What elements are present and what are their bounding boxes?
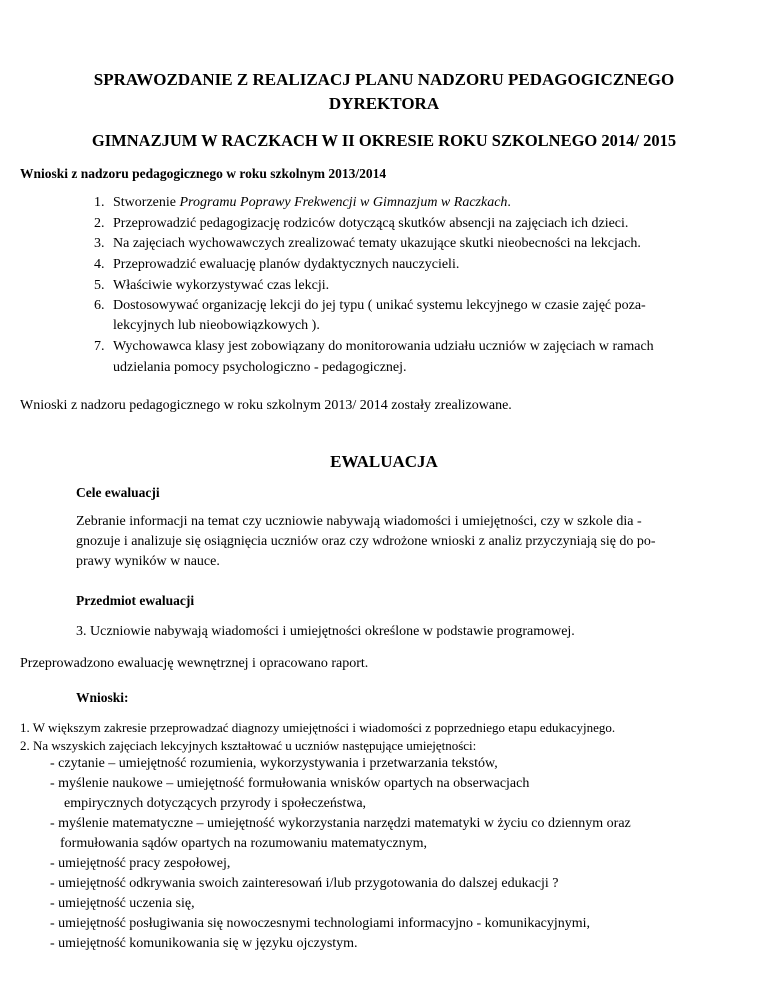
list-item-text: Przeprowadzić pedagogizację rodziców dotyczącą skutków absencji na zajęciach ich dzieci. — [113, 216, 629, 231]
list-item-text: Stworzenie — [113, 195, 180, 210]
skill-item: - umiejętność odkrywania swoich zainteresowań i/lub przygotowania do dalszej edukacji ? — [50, 876, 559, 891]
list-item-number: 4. — [94, 257, 105, 272]
goals-text-line: gnozuje i analizuje się osiągnięcia uczniów oraz czy wdrożone wnioski z analiz przyczyniają się do po- — [76, 534, 656, 549]
skill-item: - umiejętność uczenia się, — [50, 896, 195, 911]
list-item-text: Dostosowywać organizację lekcji do jej typu ( unikać systemu lekcyjnego w czasie zajęć poza- — [113, 298, 646, 313]
skill-item: - umiejętność komunikowania się w języku ojczystym. — [50, 936, 358, 951]
list-item-continuation: lekcyjnych lub nieobowiązkowych ). — [113, 318, 320, 333]
document-title-line-2: DYREKTORA — [328, 94, 440, 113]
skill-item: - umiejętność pracy zespołowej, — [50, 856, 231, 871]
skill-item-continuation: formułowania sądów opartych na rozumowaniu matematycznym, — [60, 836, 427, 851]
list-item-number: 5. — [94, 278, 105, 293]
finding-item: 2. Na wszyskich zajęciach lekcyjnych kształtować u uczniów następujące umiejętności: — [20, 738, 477, 753]
subject-text: 3. Uczniowie nabywają wiadomości i umiejętności określone w podstawie programowej. — [76, 624, 575, 639]
program-name: Programu Poprawy Frekwencji w Gimnazjum w Raczkach — [179, 195, 508, 210]
skill-item: - czytanie – umiejętność rozumienia, wykorzystywania i przetwarzania tekstów, — [50, 756, 498, 771]
document-subtitle: GIMNAZJUM W RACZKACH W II OKRESIE ROKU SZKOLNEGO 2014/ 2015 — [91, 131, 677, 150]
conducted-text: Przeprowadzono ewaluację wewnętrznej i opracowano raport. — [20, 656, 369, 671]
skill-item: - umiejętność posługiwania się nowoczesnymi technologiami informacyjno - komunikacyjnymi, — [50, 916, 591, 931]
list-item-continuation: udzielania pomocy psychologiczno - pedagogicznej. — [113, 360, 407, 375]
list-item-number: 6. — [94, 298, 105, 313]
goals-text-line: Zebranie informacji na temat czy uczniowie nabywają wiadomości i umiejętności, czy w szkole dia - — [76, 514, 642, 529]
skill-item: - myślenie matematyczne – umiejętność wykorzystania narzędzi matematyki w życiu co dziennym oraz — [50, 816, 631, 831]
goals-text-line: prawy wyników w nauce. — [76, 554, 220, 569]
finding-item: 1. W większym zakresie przeprowadzać diagnozy umiejętności i wiadomości z poprzedniego etapu edukacyjnego. — [20, 720, 616, 735]
conclusions-summary: Wnioski z nadzoru pedagogicznego w roku szkolnym 2013/ 2014 zostały zrealizowane. — [20, 398, 512, 413]
list-item-number: 3. — [94, 236, 105, 251]
list-item-number: 1. — [94, 195, 105, 210]
goals-heading: Cele ewaluacji — [76, 485, 160, 500]
conclusions-heading: Wnioski z nadzoru pedagogicznego w roku szkolnym 2013/2014 — [20, 166, 387, 181]
list-item-number: 2. — [94, 216, 105, 231]
list-item-text: Wychowawca klasy jest zobowiązany do monitorowania udziału uczniów w zajęciach w ramach — [113, 339, 654, 354]
list-item — [94, 216, 628, 232]
list-item-text: Na zajęciach wychowawczych zrealizować tematy ukazujące skutki nieobecności na lekcjach. — [113, 236, 641, 251]
list-item-punctuation: . — [507, 195, 511, 210]
skill-item: - myślenie naukowe – umiejętność formułowania wnisków opartych na obserwacjach — [50, 776, 530, 791]
list-item — [94, 236, 641, 252]
evaluation-heading: EWALUACJA — [330, 452, 438, 471]
document-title-line-1: SPRAWOZDANIE Z REALIZACJ PLANU NADZORU PEDAGOGICZNEGO — [93, 70, 675, 89]
list-item-text: Właściwie wykorzystywać czas lekcji. — [113, 278, 330, 293]
list-item — [94, 257, 459, 273]
list-item — [94, 339, 654, 355]
list-item-text: Przeprowadzić ewaluację planów dydaktycznych nauczycieli. — [113, 257, 460, 272]
list-item-number: 7. — [94, 339, 105, 354]
subject-heading: Przedmiot ewaluacji — [76, 593, 195, 608]
list-item — [94, 195, 511, 211]
findings-heading: Wnioski: — [76, 690, 129, 705]
list-item — [94, 278, 329, 294]
list-item — [94, 298, 646, 314]
skill-item-continuation: empirycznych dotyczących przyrody i społeczeństwa, — [64, 796, 367, 811]
